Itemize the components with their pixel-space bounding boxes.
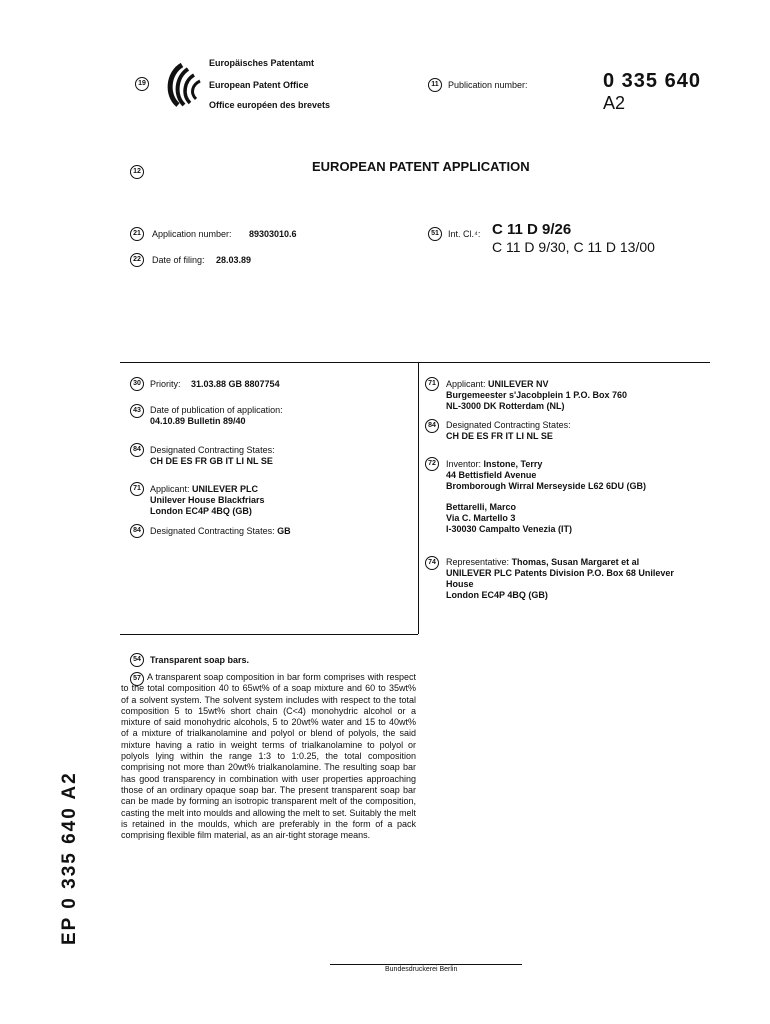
int-cl-label: Int. Cl.⁴: [448,229,481,239]
representative-label: Representative: [446,557,510,567]
top-rule [120,362,710,363]
application-number: 89303010.6 [249,229,297,239]
representative-name: Thomas, Susan Margaret et al [511,557,640,567]
printer-name: Bundesdruckerei Berlin [385,966,458,973]
inid-22: 22 [130,253,144,267]
applicant-label: Applicant: [150,484,190,494]
pubdate-value: 04.10.89 Bulletin 89/40 [150,416,246,426]
inid-54: 54 [130,653,144,667]
applicant-nv-address-1: Burgemeester s'Jacobplein 1 P.O. Box 760 [446,390,628,400]
filing-date-label: Date of filing: [152,255,205,265]
applicant-nv-block [446,379,627,412]
inid-30: 30 [130,377,144,391]
inid-71r: 71 [425,377,439,391]
inid-21: 21 [130,227,144,241]
inventor-2-address-2: I-30030 Campalto Venezia (IT) [446,524,573,534]
bottom-rule [120,634,418,635]
states-value: CH DE ES FR GB IT LI NL SE [150,456,273,466]
publication-number: 0 335 640 [603,70,701,92]
inid-84r: 84 [425,419,439,433]
representative-block [446,557,674,601]
abstract-text [121,672,416,841]
inid-74: 74 [425,556,439,570]
inventor-block [446,459,646,535]
inid-84: 84 [130,443,144,457]
int-cl-secondary: C 11 D 9/30, C 11 D 13/00 [492,239,655,255]
inventor-1-address-2: Bromborough Wirral Merseyside L62 6DU (GB) [446,481,646,491]
footer-rule [330,964,522,965]
applicant-block [150,484,265,517]
states-label: Designated Contracting States: [150,445,275,455]
states-nv-block [446,420,571,442]
applicant-name: UNILEVER PLC [192,484,259,494]
applicant-nv-address-2: NL-3000 DK Rotterdam (NL) [446,401,565,411]
priority-value: 31.03.88 GB 8807754 [191,379,280,389]
epo-logo-icon [160,55,208,115]
inid-72: 72 [425,457,439,471]
application-number-label: Application number: [152,229,232,239]
invention-title: Transparent soap bars. [150,655,250,665]
office-name-en: European Patent Office [209,80,309,90]
applicant-nv-label: Applicant: [446,379,486,389]
states-nv-value: CH DE ES FR IT LI NL SE [446,431,553,441]
office-name-fr: Office européen des brevets [209,100,331,110]
filing-date: 28.03.89 [216,255,252,265]
inventor-1-address-1: 44 Bettisfield Avenue [446,470,537,480]
applicant-address-1: Unilever House Blackfriars [150,495,265,505]
representative-address-2: House [446,579,474,589]
states-block [150,445,275,467]
inid-51: 51 [428,227,442,241]
states2-value: GB [277,526,291,536]
inid-12: 12 [130,165,144,179]
applicant-nv-name: UNILEVER NV [488,379,549,389]
inventor-label: Inventor: [446,459,482,469]
representative-address-1: UNILEVER PLC Patents Division P.O. Box 68 Unilever [446,568,674,578]
inid-11: 11 [428,78,442,92]
publication-label: Publication number: [448,80,528,90]
inventor-1-name: Instone, Terry [483,459,543,469]
inid-57: 57 [130,672,144,686]
inid-84b: 84 [130,524,144,538]
states2-label: Designated Contracting States: [150,526,275,536]
office-name-de: Europäisches Patentamt [209,58,315,68]
side-publication-number: EP 0 335 640 A2 [59,771,80,945]
inid-71: 71 [130,482,144,496]
column-divider [418,362,419,634]
int-cl-main: C 11 D 9/26 [492,221,572,238]
inid-19: 19 [135,77,149,91]
publication-kind: A2 [603,93,626,113]
representative-address-3: London EC4P 4BQ (GB) [446,590,548,600]
states-nv-label: Designated Contracting States: [446,420,571,430]
applicant-address-2: London EC4P 4BQ (GB) [150,506,252,516]
inid-43: 43 [130,404,144,418]
document-type-title: EUROPEAN PATENT APPLICATION [312,159,530,174]
inventor-2-address-1: Via C. Martello 3 [446,513,516,523]
abstract-body: A transparent soap composition in bar form comprises with respect to the total composition 40 to 65wt% of a soap mixture and 60 to 35wt% of a solvent system. The solvent system includes with respect to the total composition 5 to 15wt% short chain (C<4) monohydric alcohol or a mixture of said monohydric alcohols, 5 to 20wt% water and 15 to 40wt% of a mixture of trialkanolamine and polyol or blend of polyols, the said mixture having a ratio in weight terms of trialkanolamine to polyol or polyols lying within the range 1:3 to 1:0.25, the total composition comprising not more than 20wt% trialkanolamine. The resulting soap bar has good transparency in combination with user properties approaching those of an ordinary opaque soap bar. The present transparent soap bar can be made by forming an isotropic transparent melt of the composition, casting the melt into moulds and allowing the melt to set. Suitably the melt is retained in the moulds, which are preferably in the form of a pack comprising flexible film material, as an air-tight storage means. [121,672,416,841]
pubdate-label: Date of publication of application: [150,405,283,415]
pubdate-block [150,405,283,427]
priority-label: Priority: [150,379,181,389]
inventor-2-name: Bettarelli, Marco [446,502,517,512]
states2-line [150,526,291,536]
